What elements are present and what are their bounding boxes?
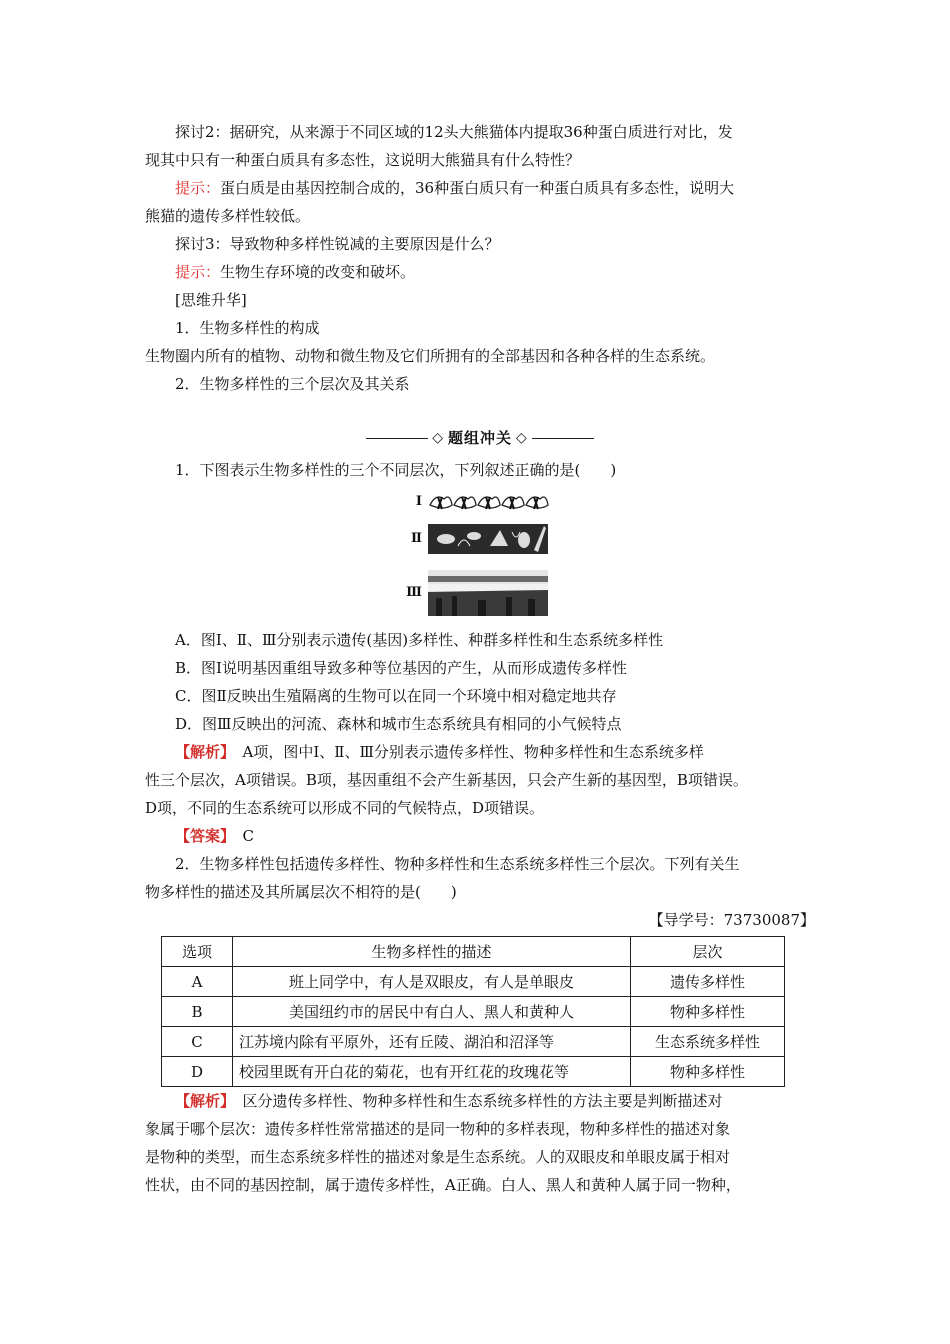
table-header: 层次 bbox=[631, 937, 785, 967]
question-1-answer: 【答案】 C bbox=[175, 827, 254, 845]
table-header-row bbox=[162, 937, 785, 967]
ecosystem-illustration bbox=[428, 570, 548, 616]
divider-line-left bbox=[366, 438, 428, 439]
hint-label: 提示： bbox=[175, 263, 221, 281]
question-1-analysis-cont2: D项，不同的生态系统可以形成不同的气候特点，D项错误。 bbox=[145, 799, 545, 817]
question-2-analysis: 【解析】 区分遗传多样性、物种多样性和生态系统多样性的方法主要是判断描述对 bbox=[175, 1092, 723, 1110]
figure-label-2: Ⅱ bbox=[411, 531, 422, 546]
thinking-title: [思维升华] bbox=[175, 291, 247, 309]
figure-row-1 bbox=[400, 488, 558, 516]
figure-row-2 bbox=[400, 522, 548, 556]
section-divider bbox=[145, 424, 815, 452]
question-2-analysis-cont3: 性状，由不同的基因控制，属于遗传多样性，A正确。白人、黑人和黄种人属于同一物种， bbox=[145, 1176, 741, 1194]
option-b: B．图Ⅰ说明基因重组导致多种等位基因的产生，从而形成遗传多样性 bbox=[175, 659, 627, 677]
table-header: 生物多样性的描述 bbox=[233, 937, 631, 967]
table-row: A 班上同学中，有人是双眼皮，有人是单眼皮 遗传多样性 bbox=[162, 967, 785, 997]
point-1-text: 生物圈内所有的植物、动物和微生物及它们所拥有的全部基因和各种各样的生态系统。 bbox=[145, 347, 716, 365]
figure-label-3: Ⅲ bbox=[406, 585, 422, 600]
diamond-icon: ◇ bbox=[516, 430, 528, 446]
question-2-table bbox=[161, 936, 785, 1087]
hint-3: 提示：生物生存环境的改变和破坏。 bbox=[175, 263, 416, 281]
table-row: C 江苏境内除有平原外，还有丘陵、湖泊和沼泽等 生态系统多样性 bbox=[162, 1027, 785, 1057]
point-1-title: 1．生物多样性的构成 bbox=[175, 319, 320, 337]
discussion-3: 探讨3：导致物种多样性锐减的主要原因是什么？ bbox=[175, 235, 500, 253]
diamond-icon: ◇ bbox=[432, 430, 444, 446]
option-d: D．图Ⅲ反映出的河流、森林和城市生态系统具有相同的小气候特点 bbox=[175, 715, 622, 733]
point-2-title: 2．生物多样性的三个层次及其关系 bbox=[175, 375, 410, 393]
chromosome-pairs-illustration bbox=[428, 491, 558, 513]
question-1-stem: 1．下图表示生物多样性的三个不同层次，下列叙述正确的是( ) bbox=[175, 461, 617, 479]
reference-number: 【导学号：73730087】 bbox=[648, 911, 815, 929]
option-c: C．图Ⅱ反映出生殖隔离的生物可以在同一个环境中相对稳定地共存 bbox=[175, 687, 617, 705]
figure-row-3 bbox=[400, 570, 548, 616]
table-row: B 美国纽约市的居民中有白人、黑人和黄种人 物种多样性 bbox=[162, 997, 785, 1027]
species-illustration bbox=[428, 522, 548, 556]
table-row: D 校园里既有开白花的菊花，也有开红花的玫瑰花等 物种多样性 bbox=[162, 1057, 785, 1087]
analysis-label: 【解析】 bbox=[175, 1092, 228, 1110]
hint-2: 提示：蛋白质是由基因控制合成的，36种蛋白质只有一种蛋白质具有多态性，说明大 bbox=[175, 179, 735, 197]
discussion-2-cont: 现其中只有一种蛋白质具有多态性，这说明大熊猫具有什么特性？ bbox=[145, 151, 581, 169]
question-1-analysis: 【解析】 A项，图中Ⅰ、Ⅱ、Ⅲ分别表示遗传多样性、物种多样性和生态系统多样 bbox=[175, 743, 704, 761]
question-2-stem-cont: 物多样性的描述及其所属层次不相符的是( ) bbox=[145, 883, 457, 901]
divider-line-right bbox=[532, 438, 594, 439]
question-1-analysis-cont: 性三个层次，A项错误。B项，基因重组不会产生新基因，只会产生新的基因型，B项错误。 bbox=[145, 771, 748, 789]
table-header: 选项 bbox=[162, 937, 233, 967]
hint-label: 提示： bbox=[175, 179, 221, 197]
divider-title: 题组冲关 bbox=[447, 429, 512, 447]
page-content bbox=[145, 118, 815, 1199]
biodiversity-figure bbox=[400, 488, 560, 620]
hint-2-cont: 熊猫的遗传多样性较低。 bbox=[145, 207, 311, 225]
question-2-analysis-cont2: 是物种的类型，而生态系统多样性的描述对象是生态系统。人的双眼皮和单眼皮属于相对 bbox=[145, 1148, 731, 1166]
option-a: A．图Ⅰ、Ⅱ、Ⅲ分别表示遗传(基因)多样性、种群多样性和生态系统多样性 bbox=[175, 631, 664, 649]
analysis-label: 【解析】 bbox=[175, 743, 228, 761]
question-2-analysis-cont: 象属于哪个层次：遗传多样性常常描述的是同一物种的多样表现，物种多样性的描述对象 bbox=[145, 1120, 731, 1138]
answer-label: 【答案】 bbox=[175, 827, 228, 845]
discussion-2: 探讨2：据研究，从来源于不同区域的12头大熊猫体内提取36种蛋白质进行对比，发 bbox=[175, 123, 733, 141]
figure-label-1: Ⅰ bbox=[415, 494, 422, 509]
question-2-stem: 2．生物多样性包括遗传多样性、物种多样性和生态系统多样性三个层次。下列有关生 bbox=[175, 855, 740, 873]
